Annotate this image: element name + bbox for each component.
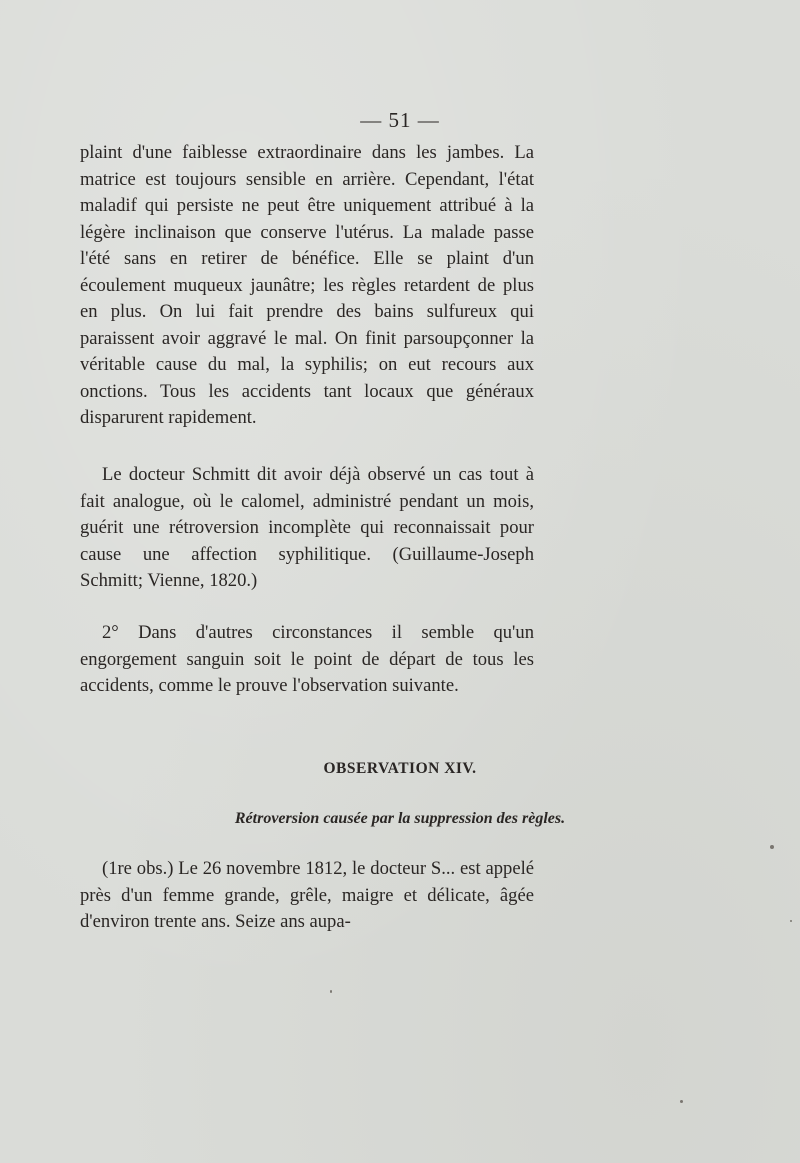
paragraph-1-text: plaint d'une faiblesse extraordinaire dans les jambes. La matrice est toujours sensible en arrière. Cependant, l'état maladif qui persiste ne peut être uniquement attribué à la légère inclinaison que conserve l'utérus. La malade passe l'été sans en retirer de bénéfice. Elle se plaint d'un écoulement muqueux jaunâtre; les règles retardent de plus en plus. On lui fait prendre des bains sulfureux qui paraissent avoir aggravé le mal. On finit parsoupçonner la véritable cause du mal, la syphilis; on eut recours aux onctions. Tous les accidents tant locaux que généraux disparurent rapidement. xyxy=(80,142,534,428)
page-number: — 51 — xyxy=(360,108,440,132)
paper-speck xyxy=(330,990,332,993)
paper-speck xyxy=(790,920,792,922)
paragraph-2-text: Le docteur Schmitt dit avoir déjà observé un cas tout à fait analogue, où le calomel, administré pendant un mois, guérit une rétroversion incomplète qui reconnaissait pour cause une affection syphilitique. (Guillaume-Joseph Schmitt; Vienne, 1820.) xyxy=(80,464,534,591)
paper-speck xyxy=(770,845,774,849)
paragraph-4-text: (1re obs.) Le 26 novembre 1812, le docteur S... est appelé près d'un femme grande, grêle, maigre et délicate, âgée d'environ trente ans. Seize ans aupa- xyxy=(80,858,534,932)
paragraph-2 xyxy=(80,462,534,595)
paragraph-3 xyxy=(80,620,534,700)
paragraph-4 xyxy=(80,856,534,936)
paragraph-3-text: 2° Dans d'autres circonstances il semble qu'un engorgement sanguin soit le point de départ de tous les accidents, comme le prouve l'observation suivante. xyxy=(80,622,534,696)
observation-subtitle: Rétroversion causée par la suppression des règles. xyxy=(234,810,566,827)
observation-heading: OBSERVATION XIV. xyxy=(323,760,477,777)
paragraph-1 xyxy=(80,140,534,432)
paper-speck xyxy=(680,1100,683,1103)
